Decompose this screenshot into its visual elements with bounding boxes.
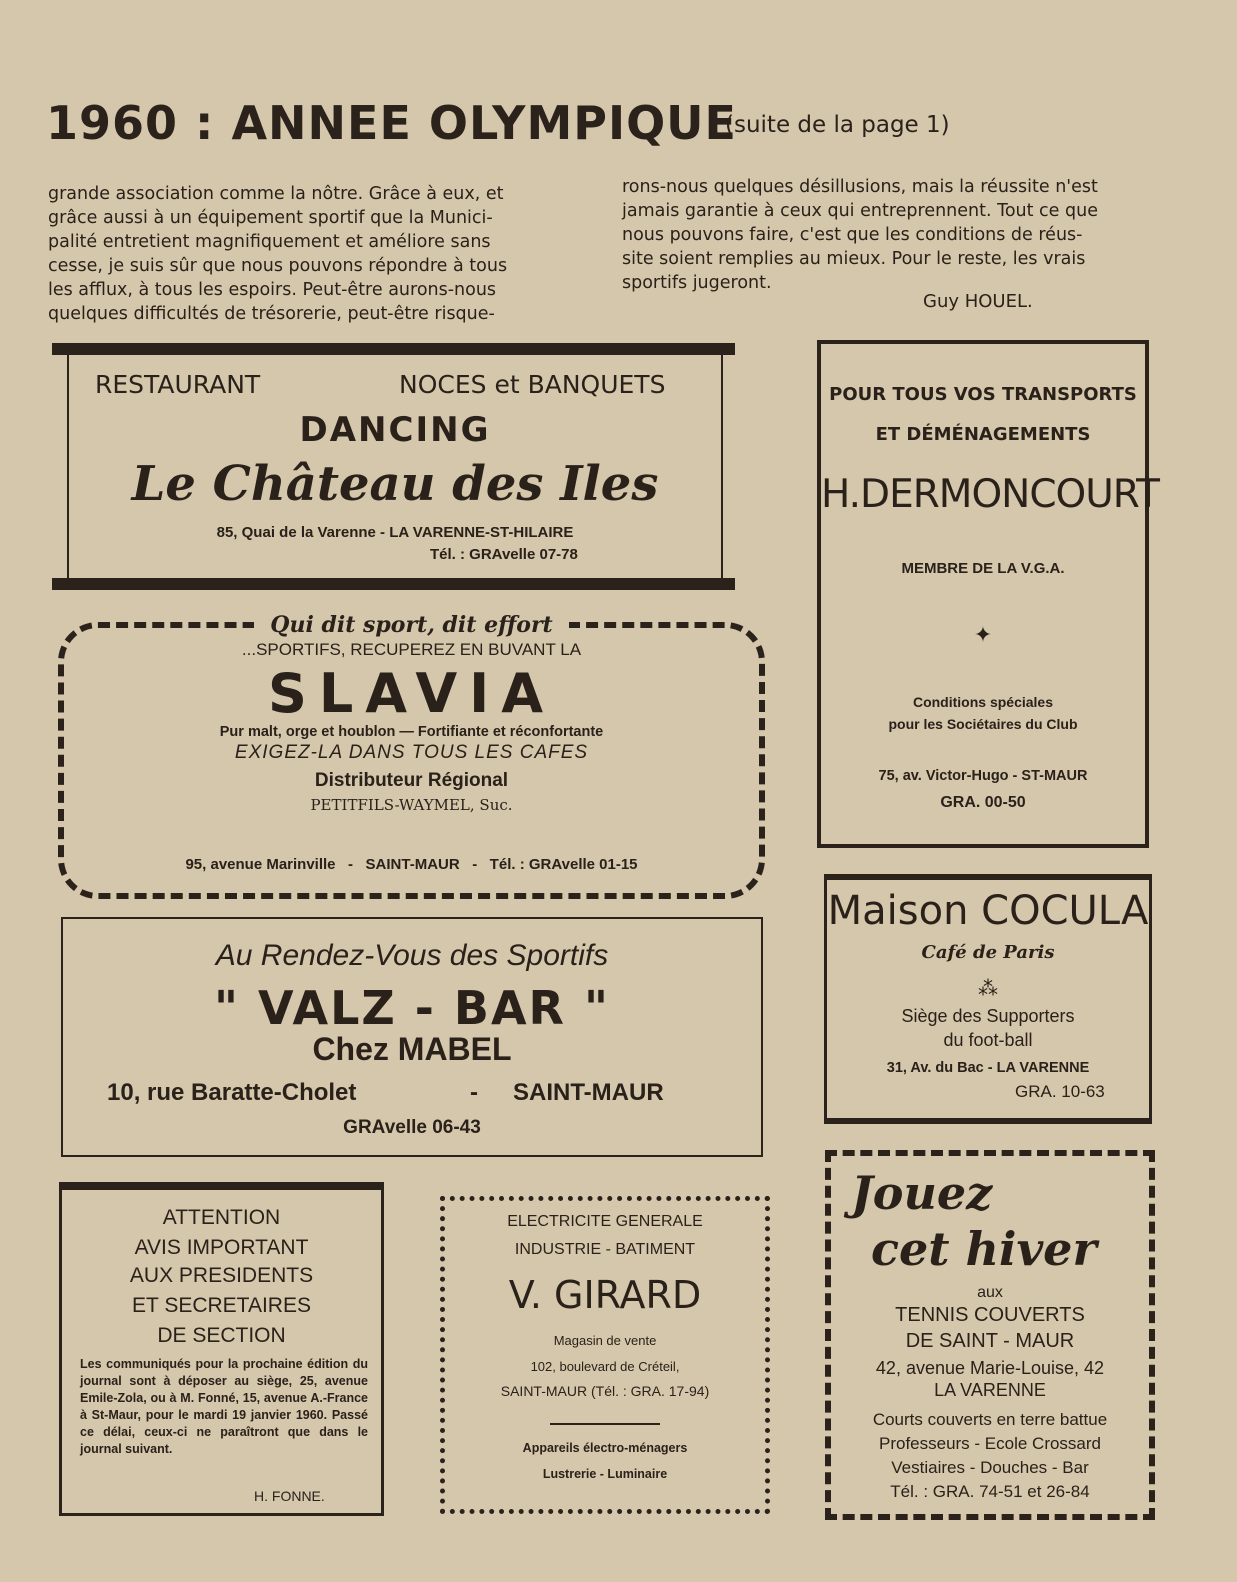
dermoncourt-member: MEMBRE DE LA V.G.A. [901,560,1065,577]
chateau-name: Le Château des Iles [131,456,659,512]
notice-l5: DE SECTION [157,1324,286,1347]
valz-tel: GRAvelle 06-43 [343,1117,481,1138]
chateau-tel: Tél. : GRAvelle 07-78 [430,546,578,563]
notice-sign: H. FONNE. [254,1488,325,1504]
cocula-line1: Siège des Supporters [901,1006,1075,1026]
girard-l5: SAINT-MAUR (Tél. : GRA. 17-94) [500,1383,710,1399]
tennis-h2: cet hiver [871,1222,1097,1276]
notice-l3: AUX PRESIDENTS [129,1264,314,1287]
text-line: grâce aussi à un équipement sportif que la Munici- [48,208,493,228]
ornament-icon: ⁂ [978,978,998,1000]
dermoncourt-name: H.DERMONCOURT [821,472,1159,517]
ad-cocula [824,874,1152,1124]
valz-chez: Chez MABEL [312,1031,512,1067]
dancing-label: DANCING [299,410,491,450]
dermoncourt-line1: POUR TOUS VOS TRANSPORTS [829,384,1137,405]
dermoncourt-cond2: pour les Sociétaires du Club [888,716,1078,732]
ad-chateau-des-iles [67,354,723,579]
divider [52,578,735,590]
chateau-address: 85, Quai de la Varenne - LA VARENNE-ST-HILAIRE [216,524,574,541]
valz-city: SAINT-MAUR [513,1079,664,1106]
valz-street: 10, rue Baratte-Cholet [107,1079,357,1106]
divider [550,1423,660,1425]
text-line: grande association comme la nôtre. Grâce à eux, et [48,184,504,204]
tennis-l4: LA VARENNE [934,1380,1046,1400]
notice-box [59,1182,384,1516]
girard-l7: Lustrerie - Luminaire [542,1467,668,1481]
valz-line1: Au Rendez-Vous des Sportifs [215,939,609,972]
girard-l2: INDUSTRIE - BATIMENT [514,1241,696,1258]
slavia-line4: Distributeur Régional [314,770,509,791]
dermoncourt-cond1: Conditions spéciales [912,694,1054,710]
dermoncourt-address: 75, av. Victor-Hugo - ST-MAUR [878,768,1088,784]
article-title: 1960 : ANNEE OLYMPIQUE [46,96,737,150]
tennis-l6: Professeurs - Ecole Crossard [878,1434,1102,1453]
cocula-name: Maison COCULA [827,888,1149,934]
slavia-line2: Pur malt, orge et houblon — Fortifiante et réconfortante [219,724,604,740]
tennis-h1: Jouez [851,1166,993,1220]
tennis-l8: Tél. : GRA. 74-51 et 26-84 [890,1482,1090,1501]
slavia-slogan: Qui dit sport, dit effort [64,612,759,638]
cocula-line2: du foot-ball [943,1030,1033,1050]
text-line: palité entretient magnifiquement et améliore sans [48,232,491,252]
tennis-aux: aux [977,1284,1003,1301]
cocula-sub: Café de Paris [921,942,1055,963]
text-line: jamais garantie à ceux qui entreprennent. Tout ce que [622,201,1098,221]
article-signature: Guy HOUEL. [923,291,1033,312]
text-line: cesse, je suis sûr que nous pouvons répondre à tous [48,256,508,276]
dermoncourt-line2: ET DÉMÉNAGEMENTS [875,424,1091,445]
girard-l4: 102, boulevard de Créteil, [530,1359,680,1374]
article-left-column [48,182,562,326]
text-line: les afflux, à tous les espoirs. Peut-être aurons-nous [48,280,497,300]
text-line: nous pouvons faire, c'est que les conditions de réus- [622,225,1083,245]
notice-l4: ET SECRETAIRES [132,1294,311,1317]
ad-dermoncourt [817,340,1159,848]
valz-name: " VALZ - BAR " [214,981,610,1035]
tennis-l2: DE SAINT - MAUR [905,1330,1075,1352]
tennis-l3: 42, avenue Marie-Louise, 42 [875,1358,1105,1378]
slavia-line5: PETITFILS-WAYMEL, Suc. [310,796,513,814]
text-line: rons-nous quelques désillusions, mais la réussite n'est [622,177,1098,197]
cocula-address: 31, Av. du Bac - LA VARENNE [886,1060,1090,1076]
tennis-l7: Vestiaires - Douches - Bar [891,1458,1089,1477]
text-line: site soient remplies au mieux. Pour le reste, les vrais [622,249,1086,269]
notice-body: Les communiqués pour la prochaine édition du journal sont à déposer au siège, 25, avenue Emile-Zola, ou à M. Fonné, 15, avenue A.-France à St-Maur, pour le mardi 19 janvier 1960. Passé ce délai, ceux-ci ne paraîtront que dans le journal suivant. [80,1357,368,1456]
ornament-icon: ✦ [973,622,993,647]
notice-l2: AVIS IMPORTANT [134,1236,309,1259]
dermoncourt-tel: GRA. 00-50 [940,794,1026,811]
ad-tennis [825,1150,1155,1520]
ad-slavia [58,612,765,899]
article-right-column [622,175,1144,295]
slavia-line3: EXIGEZ-LA DANS TOUS LES CAFES [234,742,589,763]
girard-l1: ELECTRICITE GENERALE [507,1213,703,1230]
ad-valz-bar [61,917,763,1157]
noces-banquets-label: NOCES et BANQUETS [399,370,666,399]
slavia-brand: SLAVIA [267,662,556,725]
valz-sep: - [470,1079,478,1106]
slavia-line1: ...SPORTIFS, RECUPEREZ EN BUVANT LA [241,640,582,659]
slavia-address: 95, avenue Marinville - SAINT-MAUR - Tél. : GRAvelle 01-15 [185,856,638,873]
text-line: quelques difficultés de trésorerie, peut-être risque- [48,304,495,324]
notice-l1: ATTENTION [162,1206,281,1229]
girard-l6: Appareils électro-ménagers [522,1441,688,1455]
cocula-tel: GRA. 10-63 [1015,1082,1105,1101]
ad-girard [440,1196,770,1514]
tennis-l1: TENNIS COUVERTS [895,1304,1085,1326]
continued-note: (suite de la page 1) [725,112,950,138]
girard-name: V. GIRARD [508,1273,702,1317]
tennis-l5: Courts couverts en terre battue [872,1410,1108,1429]
girard-l3: Magasin de vente [553,1333,657,1348]
restaurant-label: RESTAURANT [95,370,261,399]
text-line: sportifs jugeront. [622,273,772,293]
